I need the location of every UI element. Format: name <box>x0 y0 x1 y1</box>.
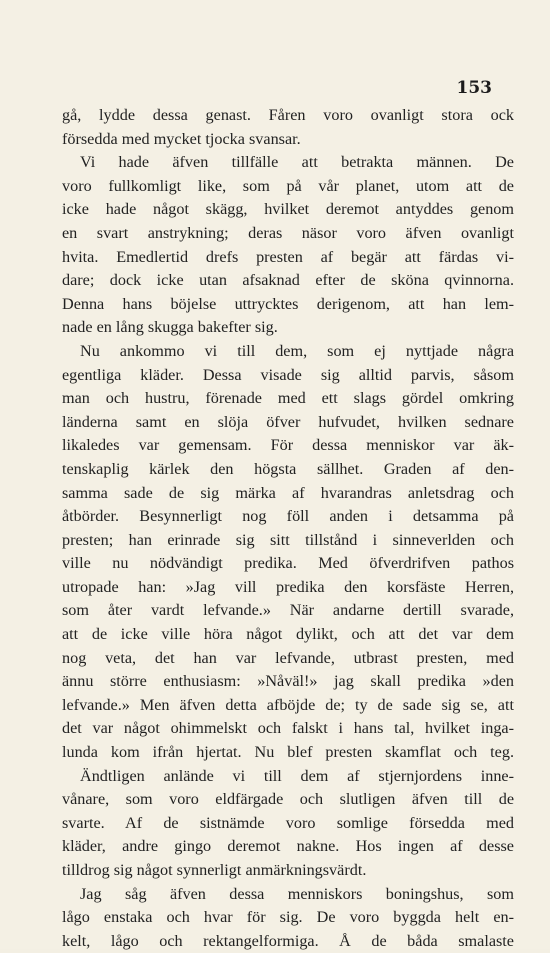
body-text <box>62 104 514 953</box>
text-line: lunda kom ifrån hjertat. Nu blef presten skamflat och teg. <box>62 743 514 762</box>
text-line: utropade han: »Jag vill predika den korsfäste Herren, <box>62 577 514 596</box>
text-line: en svart anstrykning; deras näsor voro äfven ovanligt <box>62 223 514 242</box>
text-line: dare; dock icke utan afsaknad efter de sköna qvinnorna. <box>62 271 514 290</box>
text-line: egentliga kläder. Dessa visade sig alltid parvis, såsom <box>62 365 514 384</box>
text-line: tilldrog sig något synnerligt anmärkningsvärdt. <box>62 861 367 879</box>
text-line: som åter vardt lefvande.» När andarne dertill svarade, <box>62 601 514 620</box>
text-line: ville nu nödvändigt predika. Med öfverdrifven pathos <box>62 554 514 573</box>
text-line: likaledes var gemensam. För dessa menniskor var äk- <box>62 436 514 455</box>
text-line: presten; han erinrade sig sitt tillstånd i sinneverlden och <box>62 530 514 549</box>
text-line: tenskaplig kärlek den högsta sällhet. Graden af den- <box>62 459 514 478</box>
text-line: Denna hans böjelse uttrycktes derigenom, att han lem- <box>62 294 514 313</box>
text-line: samma sade de sig märka af hvarandras anletsdrag och <box>62 483 514 502</box>
text-line: nade en lång skugga bakefter sig. <box>62 318 278 337</box>
text-line: svarte. Af de sistnämde voro somlige försedda med <box>62 813 514 832</box>
text-line: kelt, lågo och rektangelformiga. Å de båda smalaste <box>62 931 514 950</box>
text-line: det var något ohimmelskt och falskt i hans tal, hvilket inga- <box>62 719 514 738</box>
text-line: lefvande.» Men äfven detta afböjde de; ty de sade sig se, att <box>62 695 514 714</box>
text-line: man och hustru, förenade med ett slags gördel omkring <box>62 389 514 408</box>
text-line: Ändtligen anlände vi till dem af stjernjordens inne- <box>80 766 514 785</box>
page-number: 153 <box>456 78 492 98</box>
text-line: voro fullkomligt like, som på vår planet, utom att de <box>62 176 514 195</box>
text-line: nog veta, det han var lefvande, utbrast presten, med <box>62 648 514 667</box>
text-line: ännu större enthusiasm: »Nåväl!» jag skall predika »den <box>62 672 514 691</box>
text-line: Jag såg äfven dessa menniskors boningshus, som <box>80 884 514 903</box>
text-line: Vi hade äfven tillfälle att betrakta männen. De <box>80 153 514 172</box>
paragraph-2 <box>62 151 514 340</box>
text-line: lågo enstaka och hvar för sig. De voro byggda helt en- <box>62 908 514 927</box>
paragraph-4 <box>62 765 514 883</box>
text-line: kläder, andre gingo deremot nakne. Hos ingen af desse <box>62 837 514 856</box>
text-line: länderna samt en slöja öfver hufvudet, hvilken sednare <box>62 412 514 431</box>
text-line: vånare, som voro eldfärgade och slutligen äfven till de <box>62 790 514 809</box>
text-line: icke hade något skägg, hvilket deremot antyddes genom <box>62 200 514 219</box>
text-line: gå, lydde dessa genast. Fåren voro ovanligt stora ock <box>62 106 514 124</box>
paragraph-3 <box>62 340 514 765</box>
text-line: att de icke ville höra något dylikt, och att det var dem <box>62 625 514 644</box>
text-line: hvita. Emedlertid drefs presten af begär att färdas vi- <box>62 247 514 266</box>
text-line: försedda med mycket tjocka svansar. <box>62 129 301 148</box>
paragraph-1 <box>62 104 514 151</box>
text-line: Nu ankommo vi till dem, som ej nyttjade några <box>80 341 514 360</box>
text-line: åtbörder. Besynnerligt nog föll anden i detsamma på <box>62 507 514 526</box>
paragraph-5 <box>62 883 514 953</box>
